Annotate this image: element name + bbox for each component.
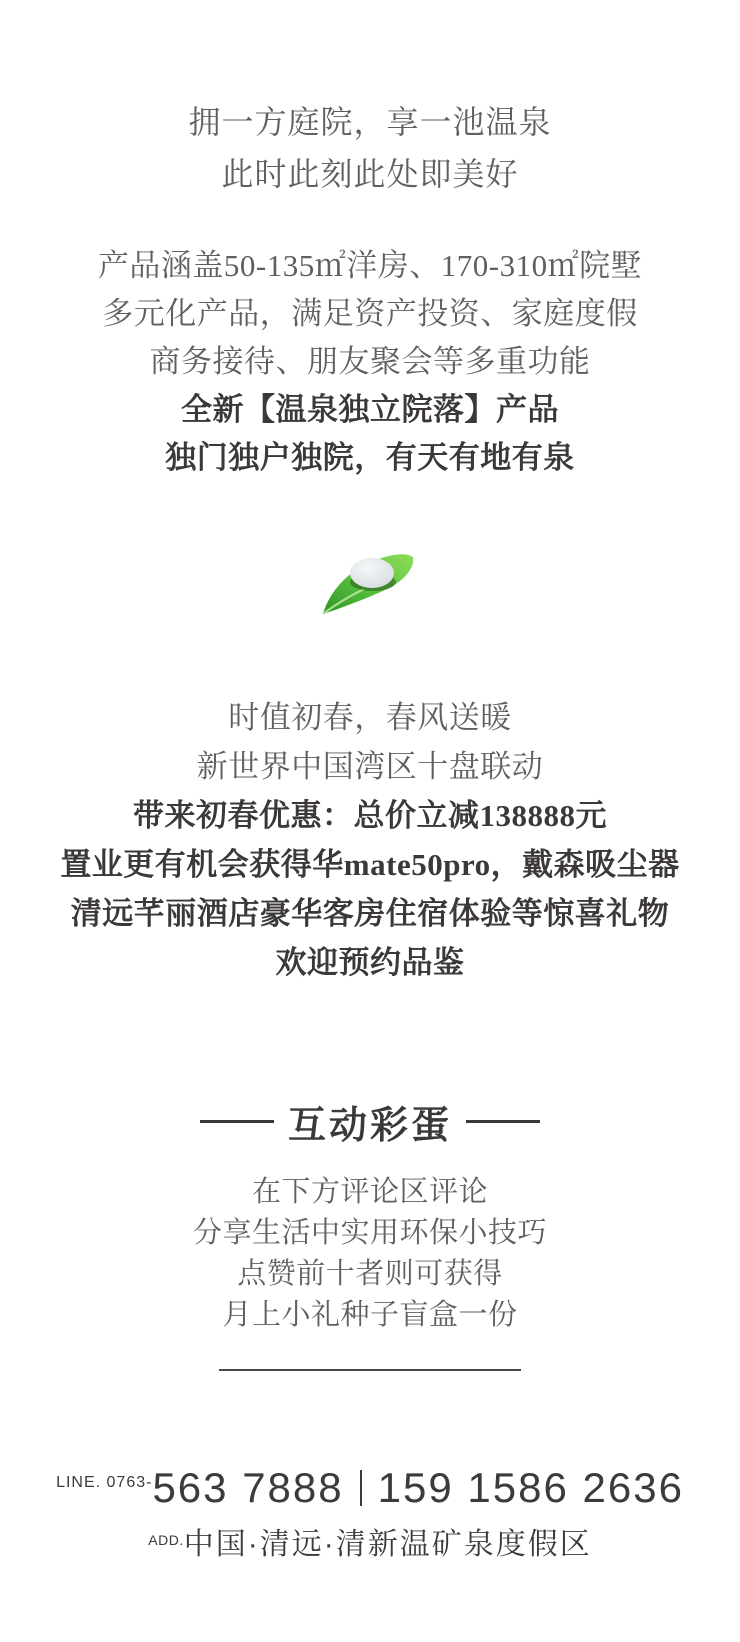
footer-phone-row [0, 1466, 740, 1510]
product-line: 产品涵盖50-135㎡洋房、170-310㎡院墅 [97, 248, 643, 283]
easter-egg-line: 点赞前十者则可获得 [237, 1258, 503, 1290]
title-dash-right [466, 1120, 540, 1123]
product-section [0, 242, 740, 482]
easter-egg-section [0, 1172, 740, 1336]
phone-number-primary: 563 7888 [152, 1464, 344, 1511]
easter-egg-header [0, 1094, 740, 1149]
product-highlight-line: 独门独户独院，有天有地有泉 [165, 440, 575, 475]
leaf-with-stone-icon [316, 536, 420, 620]
phone-number-secondary: 159 1586 2636 [377, 1464, 684, 1511]
phone-separator [360, 1470, 362, 1506]
promo-highlight-line: 带来初春优惠：总价立减138888元 [133, 798, 607, 833]
address-label: ADD. [148, 1532, 184, 1548]
promo-line: 新世界中国湾区十盘联动 [196, 749, 544, 784]
line-label: LINE. 0763- [56, 1474, 153, 1491]
easter-egg-title: 互动彩蛋 [287, 1105, 452, 1147]
easter-egg-line: 月上小礼种子盲盒一份 [222, 1299, 518, 1331]
promo-highlight-line: 清远芊丽酒店豪华客房住宿体验等惊喜礼物 [70, 896, 670, 931]
promo-line: 时值初春，春风送暖 [228, 700, 512, 735]
address-text: 中国·清远·清新温矿泉度假区 [183, 1528, 592, 1561]
intro-line: 拥一方庭院，享一池温泉 [188, 104, 552, 140]
easter-egg-line: 分享生活中实用环保小技巧 [192, 1217, 547, 1249]
easter-egg-line: 在下方评论区评论 [251, 1176, 488, 1208]
product-line: 商务接待、朋友聚会等多重功能 [149, 344, 591, 379]
product-highlight-line: 全新【温泉独立院落】产品 [181, 392, 559, 427]
promo-highlight-line: 置业更有机会获得华mate50pro，戴森吸尘器 [60, 847, 680, 882]
promo-highlight-line: 欢迎预约品鉴 [275, 945, 465, 980]
intro-line: 此时此刻此处即美好 [221, 156, 519, 192]
intro-section [0, 96, 740, 200]
product-line: 多元化产品，满足资产投资、家庭度假 [102, 296, 638, 331]
promo-section [0, 693, 740, 987]
title-dash-left [200, 1120, 274, 1123]
footer-address-row [0, 1526, 740, 1564]
footer-divider [219, 1369, 521, 1371]
